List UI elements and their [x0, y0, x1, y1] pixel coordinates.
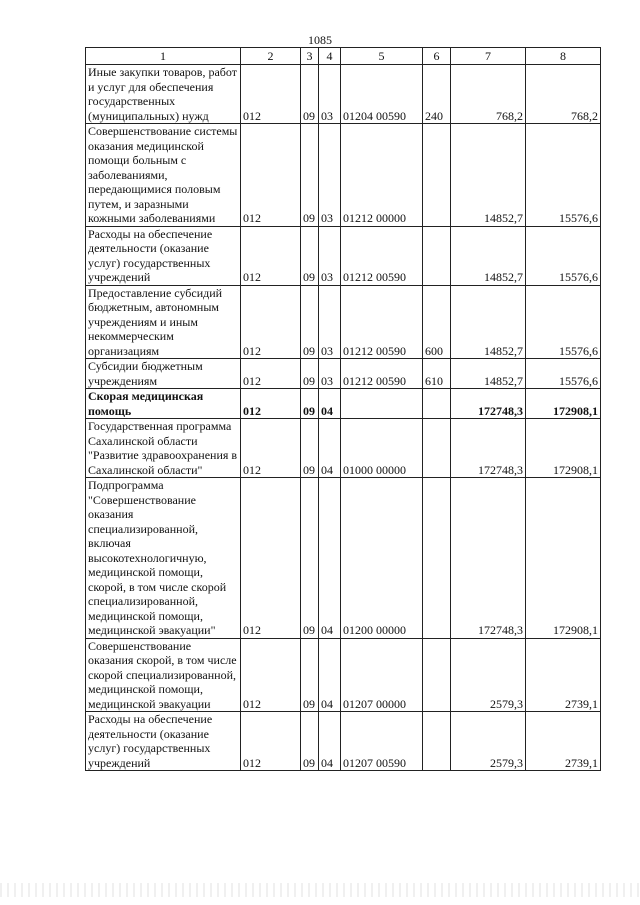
row-amount-col8: 15576,6 — [526, 226, 601, 285]
row-subsection-code: 04 — [319, 389, 341, 419]
row-amount-col8: 15576,6 — [526, 285, 601, 359]
row-amount-col8: 172908,1 — [526, 419, 601, 478]
row-amount-col7: 172748,3 — [451, 478, 526, 639]
row-target-code: 01000 00000 — [341, 419, 423, 478]
table-header-row — [86, 48, 601, 65]
row-amount-col7: 172748,3 — [451, 389, 526, 419]
row-amount-col7: 768,2 — [451, 65, 526, 124]
row-ministry-code: 012 — [241, 359, 301, 389]
row-amount-col8: 172908,1 — [526, 389, 601, 419]
row-section-code: 09 — [301, 124, 319, 227]
column-header: 6 — [423, 48, 451, 65]
row-ministry-code: 012 — [241, 478, 301, 639]
row-ministry-code: 012 — [241, 712, 301, 771]
table-row — [86, 124, 601, 227]
row-expense-type-code — [423, 226, 451, 285]
row-amount-col7: 2579,3 — [451, 712, 526, 771]
row-amount-col8: 172908,1 — [526, 478, 601, 639]
column-header: 8 — [526, 48, 601, 65]
scan-noise — [0, 883, 640, 897]
row-section-code: 09 — [301, 389, 319, 419]
row-amount-col7: 14852,7 — [451, 359, 526, 389]
row-expense-type-code: 240 — [423, 65, 451, 124]
row-amount-col7: 14852,7 — [451, 124, 526, 227]
row-ministry-code: 012 — [241, 285, 301, 359]
row-section-code: 09 — [301, 285, 319, 359]
table-row — [86, 419, 601, 478]
row-target-code: 01207 00590 — [341, 712, 423, 771]
row-subsection-code: 03 — [319, 124, 341, 227]
table-row — [86, 65, 601, 124]
row-amount-col8: 15576,6 — [526, 124, 601, 227]
row-subsection-code: 03 — [319, 359, 341, 389]
budget-table — [85, 47, 601, 771]
row-name: Совершенствование оказания скорой, в том числе скорой специализированной, медицинской помощи, медицинской эвакуации — [86, 638, 241, 712]
row-amount-col7: 2579,3 — [451, 638, 526, 712]
row-ministry-code: 012 — [241, 638, 301, 712]
column-header: 5 — [341, 48, 423, 65]
row-subsection-code: 04 — [319, 712, 341, 771]
row-subsection-code: 03 — [319, 65, 341, 124]
column-header: 1 — [86, 48, 241, 65]
row-section-code: 09 — [301, 478, 319, 639]
row-amount-col7: 172748,3 — [451, 419, 526, 478]
row-target-code: 01212 00590 — [341, 226, 423, 285]
row-section-code: 09 — [301, 712, 319, 771]
row-subsection-code: 04 — [319, 419, 341, 478]
row-target-code: 01204 00590 — [341, 65, 423, 124]
row-target-code: 01207 00000 — [341, 638, 423, 712]
column-header: 3 — [301, 48, 319, 65]
row-target-code: 01212 00590 — [341, 359, 423, 389]
row-section-code: 09 — [301, 226, 319, 285]
row-section-code: 09 — [301, 638, 319, 712]
row-subsection-code: 03 — [319, 285, 341, 359]
row-amount-col8: 768,2 — [526, 65, 601, 124]
row-subsection-code: 04 — [319, 638, 341, 712]
row-target-code — [341, 389, 423, 419]
row-expense-type-code — [423, 419, 451, 478]
row-expense-type-code — [423, 478, 451, 639]
row-ministry-code: 012 — [241, 389, 301, 419]
column-header: 2 — [241, 48, 301, 65]
row-ministry-code: 012 — [241, 226, 301, 285]
row-expense-type-code — [423, 389, 451, 419]
row-expense-type-code: 610 — [423, 359, 451, 389]
row-name: Субсидии бюджетным учреждениям — [86, 359, 241, 389]
table-row — [86, 389, 601, 419]
row-amount-col8: 2739,1 — [526, 638, 601, 712]
row-target-code: 01200 00000 — [341, 478, 423, 639]
row-target-code: 01212 00590 — [341, 285, 423, 359]
row-section-code: 09 — [301, 419, 319, 478]
row-amount-col7: 14852,7 — [451, 226, 526, 285]
row-name: Совершенствование системы оказания медицинской помощи больным с заболеваниями, передающимися половым путем, и заразными кожными заболеваниями — [86, 124, 241, 227]
table-row — [86, 285, 601, 359]
row-section-code: 09 — [301, 65, 319, 124]
table-row — [86, 478, 601, 639]
row-section-code: 09 — [301, 359, 319, 389]
table-row — [86, 638, 601, 712]
row-name: Государственная программа Сахалинской области "Развитие здравоохранения в Сахалинской области" — [86, 419, 241, 478]
row-expense-type-code — [423, 712, 451, 771]
row-amount-col8: 15576,6 — [526, 359, 601, 389]
row-name: Расходы на обеспечение деятельности (оказание услуг) государственных учреждений — [86, 712, 241, 771]
row-ministry-code: 012 — [241, 124, 301, 227]
row-ministry-code: 012 — [241, 65, 301, 124]
row-name: Предоставление субсидий бюджетным, автономным учреждениям и иным некоммерческим организациям — [86, 285, 241, 359]
row-expense-type-code — [423, 124, 451, 227]
column-header: 7 — [451, 48, 526, 65]
row-amount-col8: 2739,1 — [526, 712, 601, 771]
row-amount-col7: 14852,7 — [451, 285, 526, 359]
table-row — [86, 712, 601, 771]
row-name: Иные закупки товаров, работ и услуг для обеспечения государственных (муниципальных) нужд — [86, 65, 241, 124]
row-expense-type-code: 600 — [423, 285, 451, 359]
table-row — [86, 359, 601, 389]
row-name: Подпрограмма "Совершенствование оказания специализированной, включая высокотехнологичную, медицинской помощи, скорой, в том числе скорой специализированной, медицинской помощи, медицинской эвакуации" — [86, 478, 241, 639]
row-name: Расходы на обеспечение деятельности (оказание услуг) государственных учреждений — [86, 226, 241, 285]
row-expense-type-code — [423, 638, 451, 712]
table-row — [86, 226, 601, 285]
row-subsection-code: 04 — [319, 478, 341, 639]
row-target-code: 01212 00000 — [341, 124, 423, 227]
row-ministry-code: 012 — [241, 419, 301, 478]
column-header: 4 — [319, 48, 341, 65]
row-name: Скорая медицинская помощь — [86, 389, 241, 419]
page-number: 1085 — [308, 33, 332, 47]
row-subsection-code: 03 — [319, 226, 341, 285]
